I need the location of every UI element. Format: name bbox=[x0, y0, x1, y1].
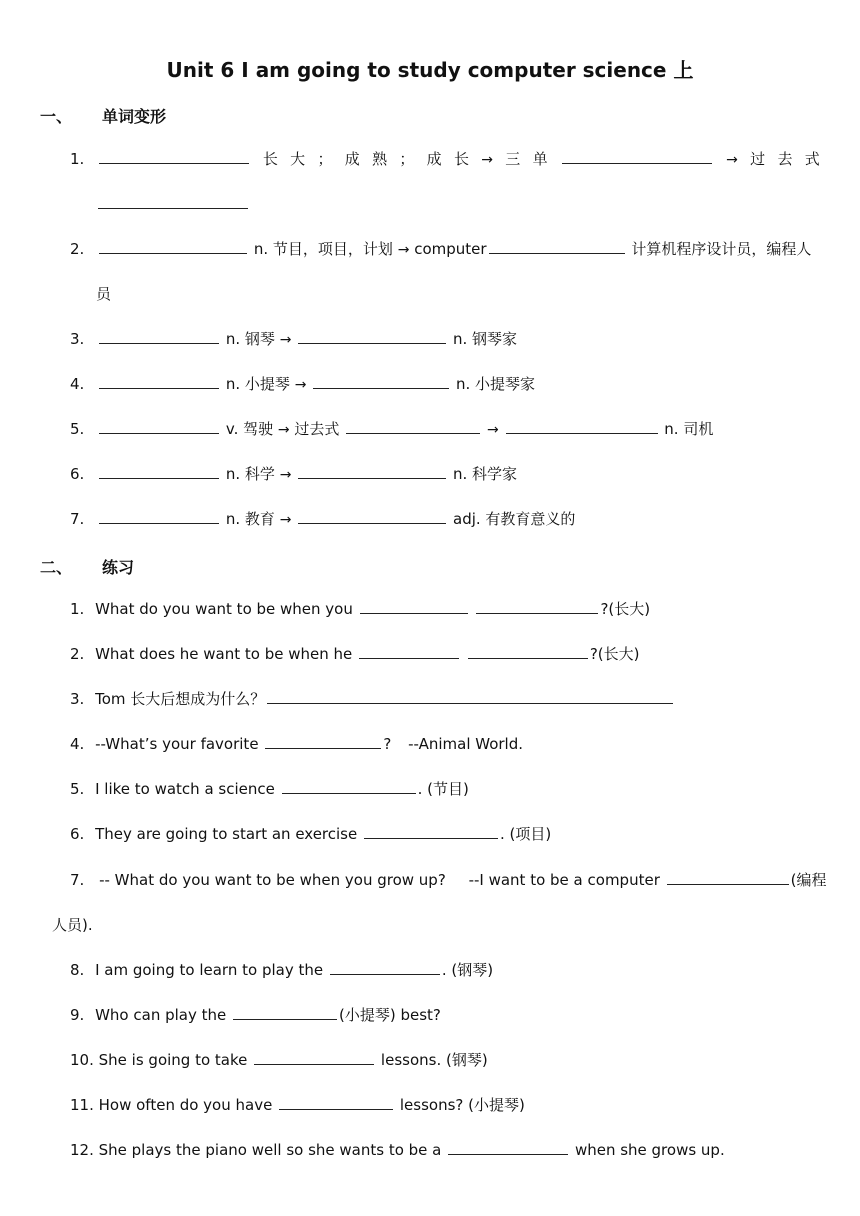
vocab-item-2 bbox=[70, 239, 811, 260]
exercise-hint: ?(长大) bbox=[600, 600, 651, 618]
exercise-item-11 bbox=[70, 1095, 525, 1115]
answer-blank[interactable] bbox=[448, 1140, 568, 1155]
answer-blank[interactable] bbox=[298, 329, 446, 344]
arrow-icon: → bbox=[487, 422, 499, 438]
arrow-icon: → bbox=[294, 377, 307, 393]
item-number: 2. bbox=[70, 645, 85, 663]
word-definition: 过去式 bbox=[294, 420, 340, 438]
exercise-text: I am going to learn to play the bbox=[95, 961, 324, 979]
answer-blank[interactable] bbox=[489, 239, 625, 254]
item-number: 3. bbox=[70, 330, 85, 348]
vocab-item-3 bbox=[70, 329, 517, 350]
answer-blank[interactable] bbox=[476, 599, 598, 614]
answer-blank[interactable] bbox=[330, 960, 440, 975]
item-number: 1. bbox=[70, 600, 85, 618]
answer-blank[interactable] bbox=[468, 644, 588, 659]
word-definition: 计算机程序设计员，编程人 bbox=[631, 240, 812, 258]
exercise-text: ? bbox=[383, 735, 392, 753]
exercise-text: --I want to be a computer bbox=[468, 871, 660, 889]
section-vocab-heading bbox=[40, 104, 166, 127]
answer-blank[interactable] bbox=[99, 374, 219, 389]
exercise-item-8 bbox=[70, 960, 493, 980]
label-char: 熟 bbox=[372, 150, 388, 168]
exercise-text: What do you want to be when you bbox=[95, 600, 353, 618]
exercise-hint: . (项目) bbox=[500, 825, 552, 843]
item-number: 11. bbox=[70, 1096, 94, 1114]
exercise-text: What does he want to be when he bbox=[95, 645, 353, 663]
item-number: 12. bbox=[70, 1141, 94, 1159]
section-exercise-heading bbox=[40, 555, 134, 578]
arrow-icon: → bbox=[397, 242, 410, 258]
section-title: 单词变形 bbox=[102, 107, 167, 126]
item-number: 6. bbox=[70, 465, 85, 483]
exercise-text: lessons? (小提琴) bbox=[399, 1096, 525, 1114]
arrow-icon: → bbox=[279, 332, 292, 348]
exercise-item-2 bbox=[70, 644, 640, 664]
answer-blank[interactable] bbox=[254, 1050, 374, 1065]
arrow-icon: → bbox=[279, 512, 292, 528]
exercise-text: lessons. (钢琴) bbox=[380, 1051, 488, 1069]
item-number: 8. bbox=[70, 961, 85, 979]
exercise-item-5 bbox=[70, 779, 469, 799]
word-definition: n. 司机 bbox=[664, 420, 714, 438]
label-char: 长 bbox=[262, 150, 278, 168]
exercise-item-10 bbox=[70, 1050, 488, 1070]
label-char: 单 bbox=[532, 150, 548, 168]
exercise-text: She is going to take bbox=[98, 1051, 248, 1069]
label-char: 成 bbox=[426, 150, 442, 168]
word-definition: n. 科学 bbox=[225, 465, 275, 483]
vocab-item-1-continued bbox=[96, 194, 250, 214]
arrow-icon: → bbox=[279, 467, 292, 483]
vocab-item-5 bbox=[70, 419, 713, 440]
item-number: 2. bbox=[70, 240, 85, 258]
exercise-item-1 bbox=[70, 599, 650, 619]
label-char: 去 bbox=[777, 150, 793, 168]
label-char: 过 bbox=[750, 150, 766, 168]
answer-blank[interactable] bbox=[99, 464, 219, 479]
exercise-text: I like to watch a science bbox=[95, 780, 275, 798]
item-number: 4. bbox=[70, 375, 85, 393]
word-definition: n. 小提琴家 bbox=[456, 375, 536, 393]
answer-blank[interactable] bbox=[267, 689, 673, 704]
exercise-hint: . (节目) bbox=[417, 780, 469, 798]
answer-blank[interactable] bbox=[99, 239, 247, 254]
item-number: 5. bbox=[70, 780, 85, 798]
item-number: 3. bbox=[70, 690, 85, 708]
answer-blank[interactable] bbox=[98, 194, 248, 209]
answer-blank[interactable] bbox=[298, 509, 446, 524]
answer-blank[interactable] bbox=[364, 824, 498, 839]
answer-blank[interactable] bbox=[667, 870, 789, 885]
answer-blank[interactable] bbox=[506, 419, 658, 434]
vocab-item-4 bbox=[70, 374, 535, 395]
item-number: 6. bbox=[70, 825, 85, 843]
label-char: 大 bbox=[290, 150, 306, 168]
exercise-text: --Animal World. bbox=[408, 735, 524, 753]
label-char: 式 bbox=[804, 150, 820, 168]
answer-blank[interactable] bbox=[99, 419, 219, 434]
item-number: 4. bbox=[70, 735, 85, 753]
arrow-icon: → bbox=[481, 152, 493, 168]
exercise-item-9 bbox=[70, 1005, 441, 1025]
answer-blank[interactable] bbox=[298, 464, 446, 479]
label-char: 成 bbox=[344, 150, 360, 168]
label-char: 长 bbox=[453, 150, 469, 168]
item-number: 7. bbox=[70, 510, 85, 528]
exercise-hint: (编程 bbox=[790, 871, 827, 889]
answer-blank[interactable] bbox=[346, 419, 480, 434]
answer-blank[interactable] bbox=[359, 644, 459, 659]
label-char: ； bbox=[399, 150, 415, 168]
exercise-text: How often do you have bbox=[98, 1096, 273, 1114]
vocab-item-7 bbox=[70, 509, 575, 530]
answer-blank[interactable] bbox=[279, 1095, 393, 1110]
answer-blank[interactable] bbox=[313, 374, 449, 389]
answer-blank[interactable] bbox=[99, 329, 219, 344]
arrow-icon: → bbox=[277, 422, 290, 438]
word-definition: n. 节目，项目，计划 bbox=[253, 240, 393, 258]
section-number: 二、 bbox=[40, 558, 73, 577]
item-number: 1. bbox=[70, 150, 85, 168]
exercise-text: Who can play the bbox=[95, 1006, 227, 1024]
exercise-text: They are going to start an exercise bbox=[95, 825, 358, 843]
exercise-text: She plays the piano well so she wants to be a bbox=[98, 1141, 442, 1159]
vocab-item-1-row bbox=[70, 149, 820, 170]
item-number: 9. bbox=[70, 1006, 85, 1024]
word-prefix: computer bbox=[414, 240, 487, 258]
exercise-item-7-continued: 人员). bbox=[52, 916, 93, 934]
exercise-item-4 bbox=[70, 734, 523, 754]
exercise-hint: . (钢琴) bbox=[441, 961, 494, 979]
exercise-text: (小提琴) best? bbox=[339, 1006, 441, 1024]
word-definition: adj. 有教育意义的 bbox=[453, 510, 576, 528]
answer-blank[interactable] bbox=[360, 599, 468, 614]
label-char: 三 bbox=[505, 150, 521, 168]
word-definition: n. 教育 bbox=[225, 510, 275, 528]
word-definition: n. 科学家 bbox=[453, 465, 518, 483]
answer-blank[interactable] bbox=[233, 1005, 337, 1020]
word-definition: n. 钢琴家 bbox=[453, 330, 518, 348]
section-number: 一、 bbox=[40, 107, 73, 126]
exercise-item-7 bbox=[70, 870, 827, 890]
vocab-item-2-continued: 员 bbox=[96, 285, 112, 303]
word-definition: v. 驾驶 bbox=[225, 420, 274, 438]
exercise-text: Tom 长大后想成为什么？ bbox=[95, 690, 266, 708]
answer-blank[interactable] bbox=[282, 779, 416, 794]
arrow-icon: → bbox=[726, 152, 738, 168]
exercise-item-6 bbox=[70, 824, 551, 844]
section-title: 练习 bbox=[102, 558, 135, 577]
exercise-text: --What’s your favorite bbox=[95, 735, 259, 753]
answer-blank[interactable] bbox=[562, 149, 712, 164]
exercise-text: -- What do you want to be when you grow up? bbox=[99, 871, 446, 889]
label-char: ； bbox=[317, 150, 333, 168]
answer-blank[interactable] bbox=[265, 734, 381, 749]
exercise-text: when she grows up. bbox=[574, 1141, 725, 1159]
exercise-item-12 bbox=[70, 1140, 725, 1160]
word-definition: n. 小提琴 bbox=[225, 375, 290, 393]
answer-blank[interactable] bbox=[99, 509, 219, 524]
worksheet-title: Unit 6 I am going to study computer science 上 bbox=[166, 58, 694, 82]
exercise-item-3 bbox=[70, 689, 675, 709]
word-definition: n. 钢琴 bbox=[225, 330, 275, 348]
exercise-hint: ?(长大) bbox=[589, 645, 640, 663]
answer-blank[interactable] bbox=[99, 149, 249, 164]
item-number: 5. bbox=[70, 420, 85, 438]
item-number: 10. bbox=[70, 1051, 94, 1069]
vocab-item-6 bbox=[70, 464, 517, 485]
item-number: 7. bbox=[70, 871, 85, 889]
